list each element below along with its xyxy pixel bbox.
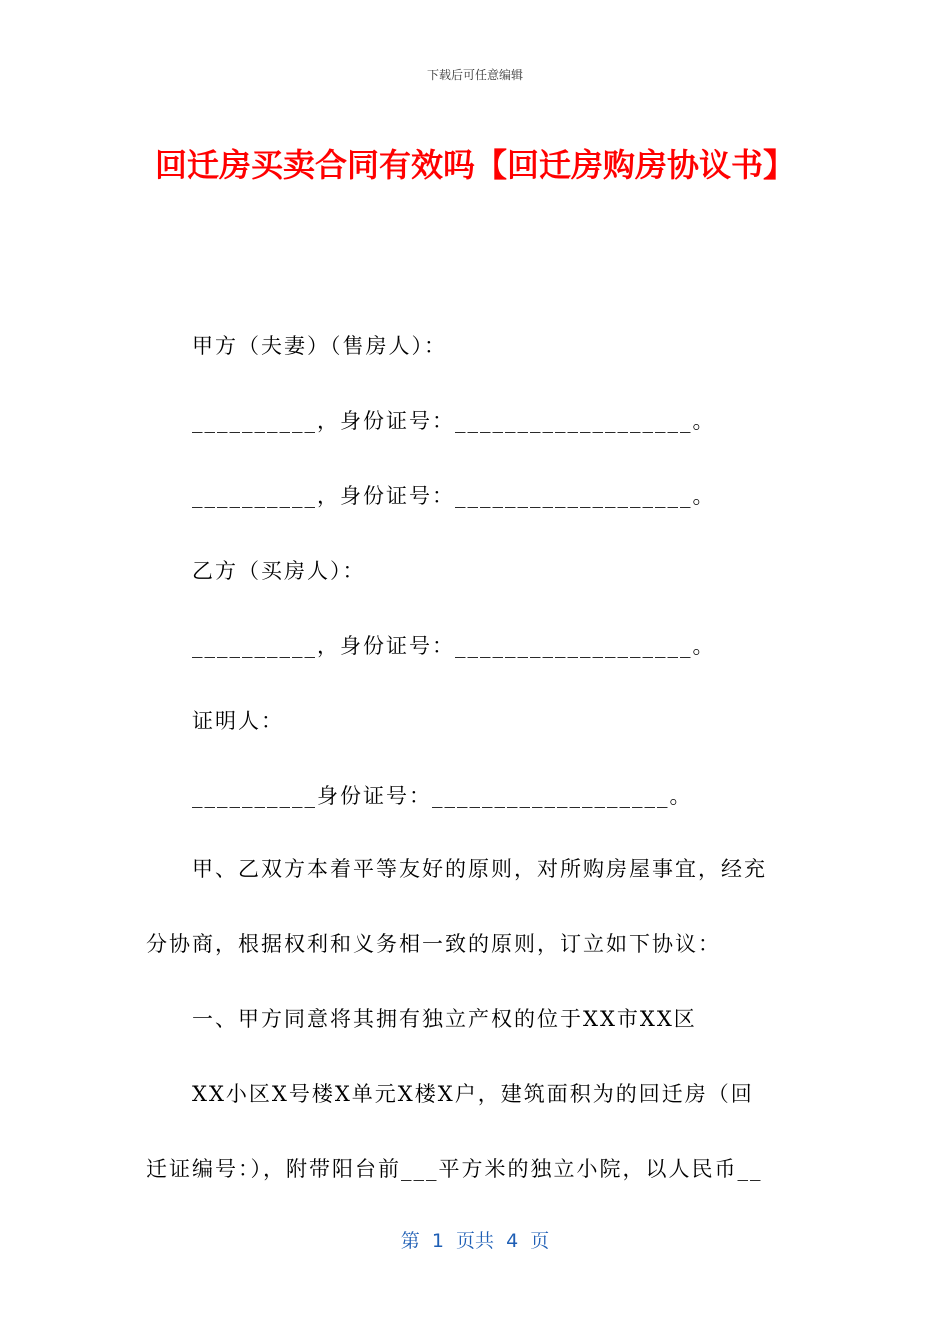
clause-1-line-1: 一、甲方同意将其拥有独立产权的位于XX市XX区	[192, 1007, 697, 1031]
party-b-heading: 乙方（买房人）：	[192, 559, 366, 583]
clause-1-line-3: 迁证编号：），附带阳台前___平方米的独立小院，以人民币__	[146, 1157, 763, 1181]
document-title: 回迁房买卖合同有效吗【回迁房购房协议书】	[154, 146, 795, 184]
witness-heading: 证明人：	[192, 709, 284, 733]
party-a-id-line-1: __________，身份证号：___________________。	[192, 409, 716, 433]
party-b-id-line: __________，身份证号：___________________。	[192, 634, 716, 658]
header-note: 下载后可任意编辑	[426, 68, 523, 82]
clause-1-line-2: XX小区X号楼X单元X楼X户，建筑面积为的回迁房（回	[192, 1082, 754, 1106]
party-a-heading: 甲方（夫妻）（售房人）：	[192, 334, 447, 358]
witness-id-line: __________身份证号：___________________。	[192, 784, 693, 808]
party-a-id-line-2: __________，身份证号：___________________。	[192, 484, 716, 508]
body-paragraph-line-2: 分协商，根据权利和义务相一致的原则，订立如下协议：	[146, 932, 721, 956]
page-number-footer: 第 1 页共 4 页	[400, 1230, 550, 1252]
body-paragraph-line-1: 甲、乙双方本着平等友好的原则，对所购房屋事宜，经充	[192, 857, 767, 881]
